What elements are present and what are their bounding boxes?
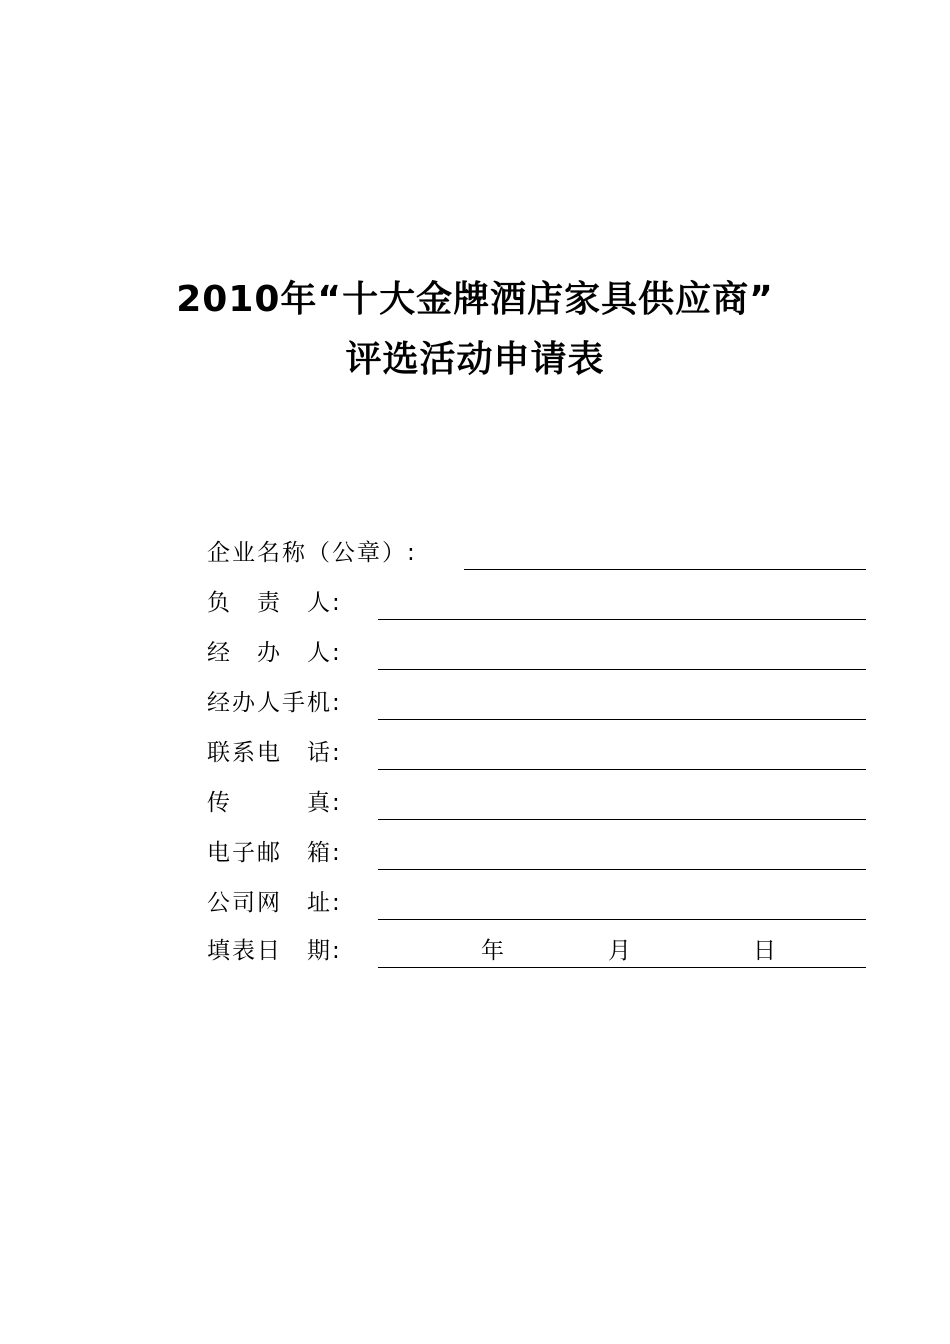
page-title-line-2: 评选活动申请表 [345, 339, 605, 380]
fax-row [207, 786, 866, 820]
email-row [207, 836, 866, 870]
fax-field[interactable] [378, 789, 866, 820]
company-name-row [207, 536, 866, 570]
fill-date-field[interactable] [378, 937, 866, 968]
company-name-label: 企业名称（公章）: [207, 540, 417, 566]
person-in-charge-label: 负 责 人: [207, 590, 342, 616]
handler-row [207, 636, 866, 670]
person-in-charge-field[interactable] [378, 589, 866, 620]
email-field[interactable] [378, 839, 866, 870]
fill-date-row [207, 934, 866, 968]
contact-phone-field[interactable] [378, 739, 866, 770]
email-label: 电子邮 箱: [207, 840, 342, 866]
person-in-charge-row [207, 586, 866, 620]
contact-phone-row [207, 736, 866, 770]
date-year-label: 年 [481, 938, 504, 964]
fill-date-label: 填表日 期: [207, 938, 342, 964]
company-name-field[interactable] [464, 539, 866, 570]
handler-mobile-label: 经办人手机: [207, 690, 342, 716]
contact-phone-label: 联系电 话: [207, 740, 342, 766]
website-field[interactable] [378, 889, 866, 920]
page-title-line-1: 2010年“十大金牌酒店家具供应商” [176, 279, 774, 320]
handler-mobile-field[interactable] [378, 689, 866, 720]
handler-label: 经 办 人: [207, 640, 342, 666]
handler-mobile-row [207, 686, 866, 720]
website-row [207, 886, 866, 920]
date-month-label: 月 [608, 938, 631, 964]
handler-field[interactable] [378, 639, 866, 670]
fax-label: 传 真: [207, 790, 342, 816]
date-day-label: 日 [753, 938, 776, 964]
website-label: 公司网 址: [207, 890, 342, 916]
